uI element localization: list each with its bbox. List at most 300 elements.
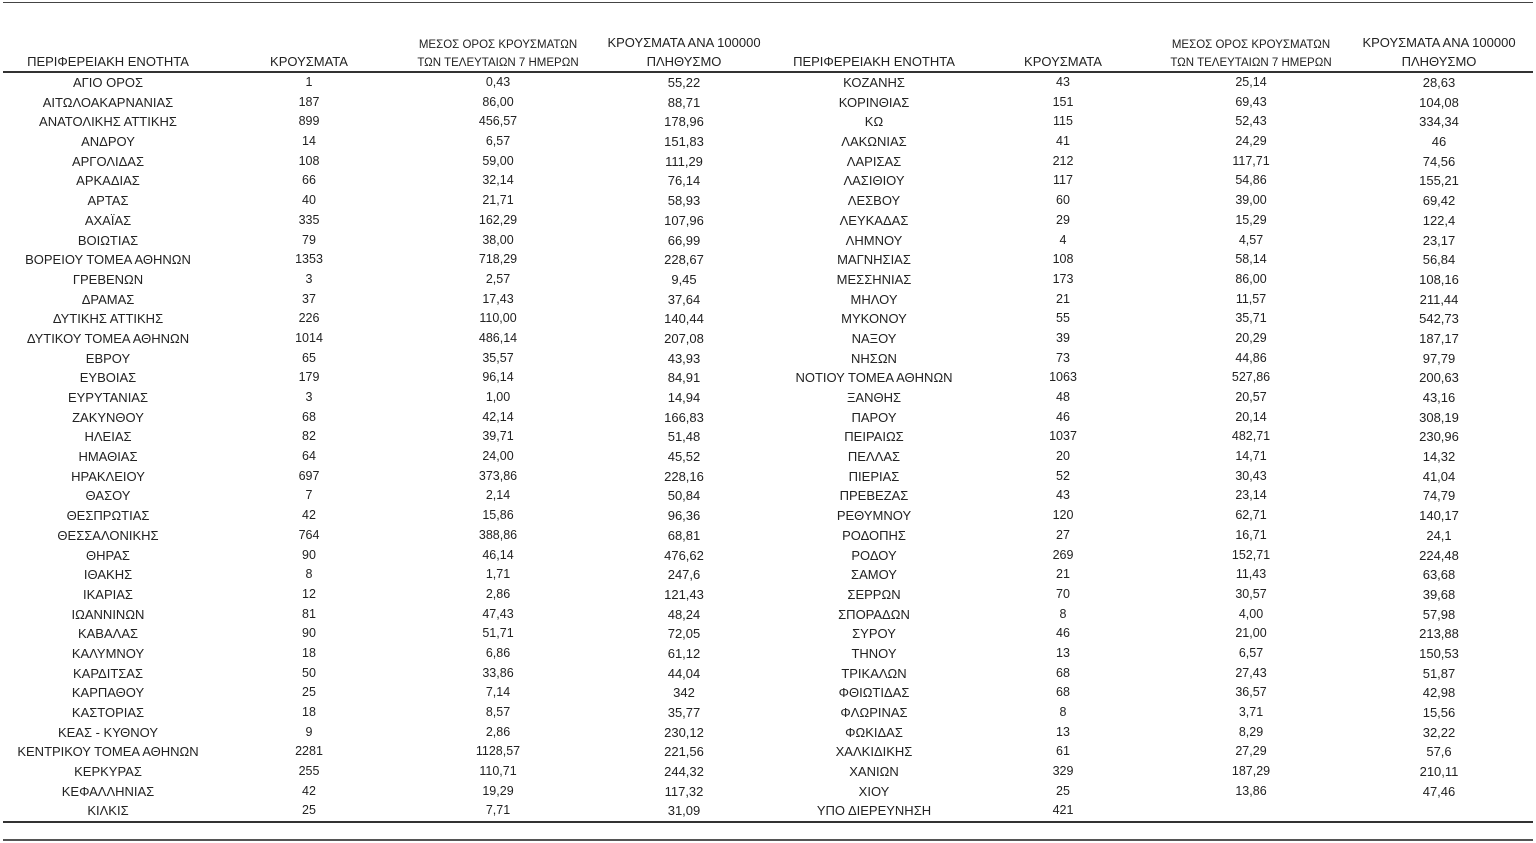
region-cell: ΑΡΓΟΛΙΔΑΣ — [71, 153, 145, 169]
cases-cell: 37 — [302, 291, 316, 306]
cases-cell: 21 — [1056, 291, 1070, 306]
cases-cell: 68 — [1056, 665, 1070, 680]
per100k-cell: 57,6 — [1426, 744, 1452, 760]
avg-cell: 1,00 — [485, 390, 511, 404]
region-cell: ΡΕΘΥΜΝΟΥ — [836, 508, 912, 524]
per100k-cell: 104,08 — [1419, 94, 1459, 110]
region-cell: ΠΕΙΡΑΙΩΣ — [844, 429, 904, 445]
cases-cell: 4 — [1059, 232, 1067, 247]
cases-cell: 68 — [1056, 685, 1070, 700]
avg-cell: 2,57 — [485, 271, 511, 286]
header-region: ΠΕΡΙΦΕΡΕΙΑΚΗ ΕΝΟΤΗΤΑ — [27, 54, 189, 69]
per100k-cell: 228,67 — [664, 252, 704, 268]
avg-cell: 3,71 — [1238, 705, 1264, 719]
avg-cell: 27,29 — [1235, 744, 1267, 759]
cases-cell: 21 — [1056, 567, 1070, 582]
per100k-cell: 111,29 — [665, 153, 703, 169]
table-row — [0, 93, 778, 113]
avg-cell: 69,43 — [1235, 94, 1267, 109]
table-row — [778, 368, 1536, 388]
region-cell: ΦΛΩΡΙΝΑΣ — [840, 705, 908, 720]
per100k-cell: 56,84 — [1422, 252, 1456, 268]
region-cell: ΔΡΑΜΑΣ — [81, 291, 135, 307]
header-avg-line1: ΜΕΣΟΣ ΟΡΟΣ ΚΡΟΥΣΜΑΤΩΝ — [1171, 39, 1331, 51]
region-cell: ΑΡΚΑΔΙΑΣ — [76, 173, 140, 189]
table-row — [0, 427, 778, 447]
region-cell: ΣΠΟΡΑΔΩΝ — [838, 606, 910, 622]
table-row — [0, 624, 778, 644]
per100k-cell: 15,56 — [1422, 705, 1456, 720]
avg-cell: 58,14 — [1235, 252, 1267, 267]
avg-cell: 17,43 — [482, 291, 514, 306]
region-cell: ΠΡΕΒΕΖΑΣ — [839, 488, 909, 504]
table-row — [778, 309, 1536, 329]
avg-cell: 86,00 — [1235, 271, 1267, 286]
region-cell: ΑΙΤΩΛΟΑΚΑΡΝΑΝΙΑΣ — [42, 94, 174, 110]
region-cell: ΛΑΣΙΘΙΟΥ — [843, 173, 905, 189]
per100k-cell: 117,32 — [664, 783, 704, 799]
table-row — [778, 801, 1536, 821]
per100k-cell: 51,87 — [1422, 665, 1456, 681]
region-cell: ΚΟΖΑΝΗΣ — [843, 75, 905, 90]
avg-cell: 13,86 — [1235, 783, 1267, 798]
table-row — [778, 624, 1536, 644]
table-row — [778, 467, 1536, 487]
cases-cell: 46 — [1056, 626, 1070, 641]
avg-cell: 42,14 — [482, 409, 514, 424]
region-cell: ΑΓΙΟ ΟΡΟΣ — [72, 75, 144, 90]
table-row — [778, 191, 1536, 211]
cases-cell: 255 — [298, 764, 320, 779]
region-cell: ΑΝΔΡΟΥ — [81, 134, 135, 150]
table-row — [778, 447, 1536, 467]
cases-cell: 329 — [1052, 764, 1074, 779]
table-row — [0, 368, 778, 388]
per100k-cell: 97,79 — [1422, 350, 1456, 366]
avg-cell: 35,57 — [482, 350, 514, 365]
region-cell: ΚΟΡΙΝΘΙΑΣ — [838, 94, 910, 110]
avg-cell: 187,29 — [1231, 764, 1271, 779]
per100k-cell: 74,56 — [1422, 153, 1456, 169]
cases-cell: 14 — [302, 134, 316, 149]
per100k-cell: 51,48 — [667, 429, 701, 445]
table-row — [778, 388, 1536, 408]
avg-cell: 39,71 — [482, 429, 514, 444]
per100k-cell: 41,04 — [1422, 468, 1456, 484]
per100k-cell: 166,83 — [664, 409, 704, 425]
table-row — [778, 506, 1536, 526]
avg-cell: 21,71 — [482, 193, 514, 208]
avg-cell: 6,86 — [485, 645, 511, 660]
table-row — [0, 112, 778, 132]
per100k-cell: 228,16 — [664, 468, 704, 484]
table-row — [0, 132, 778, 152]
per100k-cell: 69,42 — [1422, 193, 1456, 209]
cases-cell: 73 — [1056, 350, 1070, 365]
region-cell: ΕΥΡΥΤΑΝΙΑΣ — [67, 390, 149, 405]
cases-cell: 52 — [1056, 468, 1070, 483]
cases-cell: 43 — [1056, 75, 1070, 89]
region-cell: ΙΘΑΚΗΣ — [83, 567, 133, 583]
region-cell: ΕΥΒΟΙΑΣ — [79, 370, 137, 386]
region-cell: ΔΥΤΙΚΟΥ ΤΟΜΕΑ ΑΘΗΝΩΝ — [26, 330, 190, 346]
cases-cell: 1063 — [1049, 370, 1077, 385]
cases-cell: 61 — [1056, 744, 1070, 759]
region-cell: ΛΑΡΙΣΑΣ — [846, 153, 902, 169]
cases-cell: 70 — [1056, 586, 1070, 601]
per100k-cell: 187,17 — [1419, 330, 1459, 346]
per100k-cell: 45,52 — [667, 449, 701, 465]
table-row — [0, 605, 778, 625]
table-row — [778, 231, 1536, 251]
cases-cell: 25 — [1056, 783, 1070, 798]
avg-cell: 2,86 — [485, 586, 511, 601]
header-per100k-line1: ΚΡΟΥΣΜΑΤΑ ΑΝΑ 100000 — [607, 35, 761, 50]
table-row — [0, 309, 778, 329]
table-row — [0, 546, 778, 566]
table-row — [778, 211, 1536, 231]
table-row — [0, 152, 778, 172]
region-cell: ΑΡΤΑΣ — [87, 193, 129, 209]
table-row — [0, 329, 778, 349]
cases-cell: 29 — [1056, 212, 1070, 227]
avg-cell: 21,00 — [1235, 626, 1267, 641]
region-cell: ΥΠΟ ΔΙΕΡΕΥΝΗΣΗ — [816, 803, 932, 819]
per100k-cell: 57,98 — [1422, 606, 1456, 622]
header-region: ΠΕΡΙΦΕΡΕΙΑΚΗ ΕΝΟΤΗΤΑ — [793, 54, 955, 69]
table-row — [0, 467, 778, 487]
avg-cell: 2,86 — [485, 724, 511, 739]
header-cases: ΚΡΟΥΣΜΑΤΑ — [270, 54, 348, 69]
per100k-cell: 211,44 — [1419, 291, 1459, 307]
table-row — [0, 73, 778, 93]
region-cell: ΚΕΦΑΛΛΗΝΙΑΣ — [61, 783, 155, 799]
avg-cell: 16,71 — [1235, 527, 1267, 542]
region-cell: ΜΑΓΝΗΣΙΑΣ — [837, 252, 911, 268]
cases-cell: 79 — [302, 232, 316, 247]
avg-cell: 388,86 — [478, 527, 518, 542]
per100k-cell: 23,17 — [1422, 232, 1456, 248]
region-cell: ΗΜΑΘΙΑΣ — [78, 449, 138, 465]
cases-cell: 25 — [302, 685, 316, 700]
per100k-cell: 58,93 — [667, 193, 701, 209]
region-cell: ΒΟΡΕΙΟΥ ΤΟΜΕΑ ΑΘΗΝΩΝ — [25, 252, 191, 268]
table-row — [0, 664, 778, 684]
per100k-cell: 121,43 — [664, 586, 704, 602]
avg-cell: 38,00 — [482, 232, 514, 247]
avg-cell: 59,00 — [482, 153, 514, 168]
per100k-cell: 47,46 — [1422, 783, 1456, 799]
per100k-cell: 247,6 — [667, 567, 701, 583]
region-cell: ΦΩΚΙΔΑΣ — [845, 724, 903, 740]
avg-cell: 14,71 — [1235, 449, 1267, 464]
avg-cell: 20,57 — [1235, 390, 1267, 404]
table-row — [778, 526, 1536, 546]
cases-cell: 18 — [302, 705, 316, 719]
per100k-cell: 96,36 — [667, 508, 701, 524]
region-cell: ΣΥΡΟΥ — [852, 626, 896, 642]
table-row — [778, 546, 1536, 566]
avg-cell: 4,00 — [1238, 606, 1264, 621]
avg-cell: 15,86 — [482, 508, 514, 523]
region-cell: ΧΑΝΙΩΝ — [849, 764, 899, 780]
cases-cell: 20 — [1056, 449, 1070, 464]
region-cell: ΚΑΡΔΙΤΣΑΣ — [72, 665, 144, 681]
avg-cell: 110,00 — [479, 311, 517, 326]
region-cell: ΛΕΣΒΟΥ — [847, 193, 901, 209]
per100k-cell: 230,12 — [664, 724, 704, 740]
per100k-cell: 221,56 — [664, 744, 704, 760]
cases-cell: 43 — [1056, 488, 1070, 503]
table-row — [778, 762, 1536, 782]
avg-cell: 6,57 — [1238, 645, 1264, 660]
cases-cell: 226 — [298, 311, 320, 326]
per100k-cell: 44,04 — [667, 665, 701, 681]
table-row — [0, 171, 778, 191]
avg-cell: 718,29 — [478, 252, 518, 267]
cases-cell: 117 — [1053, 173, 1073, 188]
region-cell: ΚΙΛΚΙΣ — [87, 803, 129, 819]
table-row — [0, 388, 778, 408]
header-avg-line2: ΤΩΝ ΤΕΛΕΥΤΑΙΩΝ 7 ΗΜΕΡΩΝ — [417, 57, 579, 69]
table-row — [778, 782, 1536, 802]
avg-cell: 19,29 — [482, 783, 514, 798]
per100k-cell: 63,68 — [1422, 567, 1456, 583]
region-cell: ΚΑΒΑΛΑΣ — [77, 626, 139, 642]
per100k-cell: 224,48 — [1419, 547, 1459, 563]
cases-cell: 421 — [1052, 803, 1074, 818]
table-row — [0, 486, 778, 506]
cases-cell: 120 — [1052, 508, 1074, 523]
region-cell: ΤΗΝΟΥ — [851, 645, 897, 661]
cases-cell: 1 — [305, 75, 313, 89]
region-cell: ΠΑΡΟΥ — [851, 409, 897, 425]
per100k-cell: 24,1 — [1426, 527, 1452, 543]
region-cell: ΑΝΑΤΟΛΙΚΗΣ ΑΤΤΙΚΗΣ — [39, 114, 177, 130]
cases-cell: 335 — [298, 212, 320, 227]
per100k-cell: 39,68 — [1422, 586, 1456, 602]
per100k-cell: 43,16 — [1422, 390, 1456, 405]
per100k-cell: 155,21 — [1419, 173, 1459, 189]
per100k-cell: 68,81 — [667, 527, 701, 543]
per100k-cell: 43,93 — [667, 350, 701, 366]
avg-cell — [1151, 801, 1351, 821]
cases-cell: 13 — [1056, 645, 1070, 660]
per100k-cell: 334,34 — [1419, 114, 1459, 130]
region-cell: ΣΕΡΡΩΝ — [847, 586, 901, 602]
table-row — [778, 73, 1536, 93]
cases-cell: 9 — [305, 724, 313, 739]
region-cell: ΡΟΔΟΠΗΣ — [842, 527, 906, 543]
cases-cell: 151 — [1052, 94, 1074, 109]
per100k-cell: 35,77 — [667, 705, 701, 720]
region-cell: ΚΑΡΠΑΘΟΥ — [71, 685, 145, 701]
cases-cell: 899 — [298, 114, 320, 129]
cases-cell: 41 — [1056, 134, 1070, 149]
header-per100k-line2: ΠΛΗΘΥΣΜΟ — [646, 54, 722, 69]
per100k-cell: 9,45 — [671, 271, 697, 287]
region-cell: ΜΗΛΟΥ — [850, 291, 898, 307]
table-row — [0, 782, 778, 802]
avg-cell: 52,43 — [1235, 114, 1267, 129]
avg-cell: 373,86 — [478, 468, 518, 483]
table-row — [778, 683, 1536, 703]
avg-cell: 24,29 — [1235, 134, 1267, 149]
table-row — [0, 270, 778, 290]
table-row — [0, 290, 778, 310]
table-row — [0, 762, 778, 782]
table-row — [778, 742, 1536, 762]
per100k-cell: 14,32 — [1422, 449, 1456, 465]
per100k-cell: 66,99 — [667, 232, 701, 248]
per100k-cell: 151,83 — [664, 134, 704, 150]
per100k-cell: 48,24 — [667, 606, 701, 622]
table-row — [0, 703, 778, 723]
avg-cell: 20,29 — [1235, 330, 1267, 345]
avg-cell: 162,29 — [478, 212, 518, 227]
cases-cell: 90 — [302, 547, 316, 562]
avg-cell: 20,14 — [1235, 409, 1267, 424]
per100k-cell: 213,88 — [1419, 626, 1459, 642]
cases-cell: 25 — [302, 803, 316, 818]
cases-cell: 1014 — [295, 330, 323, 345]
region-cell: ΝΑΞΟΥ — [851, 330, 897, 346]
avg-cell: 15,29 — [1235, 212, 1267, 227]
avg-cell: 23,14 — [1235, 488, 1267, 503]
region-cell: ΚΑΛΥΜΝΟΥ — [71, 645, 145, 661]
per100k-cell: 28,63 — [1422, 75, 1456, 90]
avg-cell: 32,14 — [482, 173, 514, 188]
cases-cell: 66 — [302, 173, 316, 188]
table-row — [0, 565, 778, 585]
cases-cell: 68 — [302, 409, 316, 424]
region-cell: ΘΗΡΑΣ — [86, 547, 130, 563]
region-cell: ΚΕΝΤΡΙΚΟΥ ΤΟΜΕΑ ΑΘΗΝΩΝ — [17, 744, 199, 760]
per100k-cell: 84,91 — [667, 370, 701, 386]
cases-cell: 90 — [302, 626, 316, 641]
table-row — [0, 408, 778, 428]
region-cell: ΘΑΣΟΥ — [85, 488, 131, 504]
cases-cell: 40 — [302, 193, 316, 208]
region-cell: ΙΚΑΡΙΑΣ — [83, 586, 133, 602]
region-cell: ΛΗΜΝΟΥ — [845, 232, 903, 248]
table-row — [778, 270, 1536, 290]
table-row — [0, 585, 778, 605]
region-cell: ΝΟΤΙΟΥ ΤΟΜΕΑ ΑΘΗΝΩΝ — [795, 370, 953, 386]
cases-cell: 48 — [1056, 390, 1070, 404]
per100k-cell: 74,79 — [1422, 488, 1456, 504]
table-row — [0, 447, 778, 467]
per100k-cell: 542,73 — [1419, 311, 1459, 327]
region-cell: ΦΘΙΩΤΙΔΑΣ — [838, 685, 910, 701]
region-cell: ΚΑΣΤΟΡΙΑΣ — [71, 705, 145, 720]
table-row — [0, 506, 778, 526]
region-cell: ΓΡΕΒΕΝΩΝ — [72, 271, 144, 287]
cases-cell: 697 — [298, 468, 320, 483]
table-row — [778, 644, 1536, 664]
per100k-cell: 14,94 — [667, 390, 701, 405]
header-per100k-line2: ΠΛΗΘΥΣΜΟ — [1401, 54, 1477, 69]
avg-cell: 152,71 — [1231, 547, 1271, 562]
avg-cell: 44,86 — [1235, 350, 1267, 365]
region-cell: ΘΕΣΠΡΩΤΙΑΣ — [66, 508, 150, 524]
region-cell: ΠΕΛΛΑΣ — [847, 449, 901, 465]
region-cell: ΧΑΛΚΙΔΙΚΗΣ — [835, 744, 913, 760]
avg-cell: 456,57 — [478, 114, 518, 129]
cases-cell: 2281 — [295, 744, 323, 759]
cases-cell: 108 — [1052, 252, 1074, 267]
per100k-cell: 61,12 — [667, 645, 701, 661]
avg-cell: 36,57 — [1235, 685, 1267, 700]
avg-cell: 54,86 — [1235, 173, 1267, 188]
avg-cell: 482,71 — [1231, 429, 1271, 444]
avg-cell: 1,71 — [485, 567, 511, 582]
per100k-cell: 207,08 — [664, 330, 704, 346]
region-cell: ΛΑΚΩΝΙΑΣ — [841, 134, 907, 150]
region-cell: ΠΙΕΡΙΑΣ — [848, 468, 900, 484]
cases-cell: 7 — [305, 488, 313, 503]
per100k-cell: 122,4 — [1422, 212, 1456, 228]
per100k-cell: 42,98 — [1422, 685, 1456, 701]
cases-cell: 1037 — [1049, 429, 1077, 444]
avg-cell: 486,14 — [478, 330, 518, 345]
header-avg-line2: ΤΩΝ ΤΕΛΕΥΤΑΙΩΝ 7 ΗΜΕΡΩΝ — [1170, 57, 1332, 69]
per100k-cell: 76,14 — [667, 173, 701, 189]
per100k-cell: 244,32 — [664, 764, 704, 780]
cases-cell: 42 — [302, 783, 316, 798]
cases-cell: 115 — [1053, 114, 1073, 129]
table-row — [778, 605, 1536, 625]
per100k-cell: 107,96 — [664, 212, 704, 228]
cases-cell: 82 — [302, 429, 316, 444]
avg-cell: 46,14 — [482, 547, 514, 562]
per100k-cell: 140,44 — [664, 311, 704, 327]
cases-cell: 55 — [1056, 311, 1070, 326]
cases-cell: 108 — [298, 153, 320, 168]
region-cell: ΛΕΥΚΑΔΑΣ — [839, 212, 909, 228]
avg-cell: 7,14 — [485, 685, 511, 700]
table-row — [778, 152, 1536, 172]
per100k-cell: 108,16 — [1419, 271, 1459, 287]
table-row — [778, 329, 1536, 349]
cases-cell: 65 — [302, 350, 316, 365]
per100k-cell: 32,22 — [1422, 724, 1456, 740]
per100k-cell: 210,11 — [1419, 764, 1459, 780]
cases-cell: 60 — [1056, 193, 1070, 208]
table-row — [778, 427, 1536, 447]
avg-cell: 35,71 — [1235, 311, 1267, 326]
cases-cell: 173 — [1052, 271, 1074, 286]
avg-cell: 25,14 — [1235, 75, 1267, 89]
per100k-cell: 140,17 — [1419, 508, 1459, 524]
per100k-cell: 230,96 — [1419, 429, 1459, 445]
cases-cell: 3 — [305, 271, 313, 286]
avg-cell: 110,71 — [479, 764, 517, 779]
cases-cell: 12 — [302, 586, 316, 601]
avg-cell: 24,00 — [482, 449, 514, 464]
cases-cell: 64 — [302, 449, 316, 464]
cases-cell: 764 — [298, 527, 320, 542]
avg-cell: 527,86 — [1231, 370, 1271, 385]
avg-cell: 117,71 — [1232, 153, 1270, 168]
cases-cell: 269 — [1052, 547, 1074, 562]
avg-cell: 96,14 — [482, 370, 514, 385]
region-cell: ΕΒΡΟΥ — [85, 350, 131, 366]
avg-cell: 2,14 — [485, 488, 511, 503]
cases-cell: 46 — [1056, 409, 1070, 424]
cases-cell: 27 — [1056, 527, 1070, 542]
table-row — [0, 231, 778, 251]
